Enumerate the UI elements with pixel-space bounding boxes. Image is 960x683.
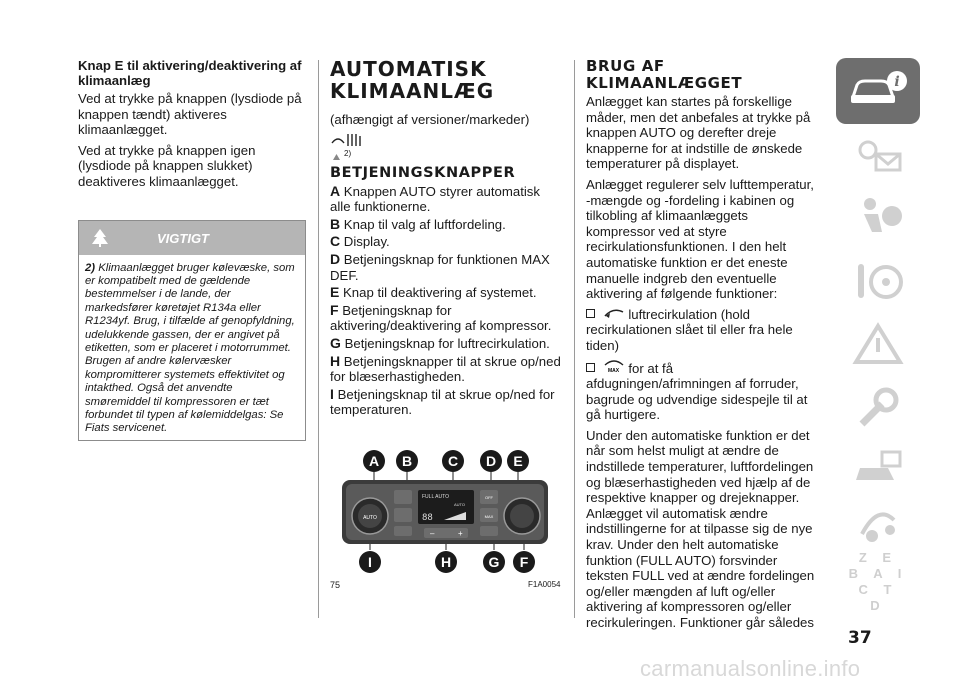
callout-H: H xyxy=(435,551,457,573)
svg-text:+: + xyxy=(458,529,463,538)
svg-text:–: – xyxy=(430,529,435,538)
list-item: H Betjeningsknapper til at skrue op/ned for blæserhastigheden. xyxy=(330,352,561,385)
callout-F: F xyxy=(513,551,535,573)
svg-text:AUTO: AUTO xyxy=(363,515,377,521)
figure-code: F1A0054 xyxy=(528,580,561,589)
warning-text: Klimaanlægget bruger kølevæske, som er kompatibelt med de gældende bestemmelser i de lande, der markedsfører køretøjet R134a eller R1234yf. Brug, i tilfælde af genopfyldning, udelukkende gassen, der er angivet på etiketten, som er placeret i motorrummet. Brugen af andre kølervæsker kompromitterer systemets effektivitet og intakthed. Også det anvendte smøremiddel til kompressoren er tæt forbundet til typen af kølemiddelgas: Se Fiats servicenet. xyxy=(85,261,295,435)
bullet-max-def: MAX for at få afdugningen/afrimningen af forruder, bagrude og udvendige sidespejle til at gå hurtigere. xyxy=(586,360,808,423)
svg-text:88: 88 xyxy=(422,513,433,523)
wrench-icon xyxy=(848,384,908,439)
reference-number: 2) xyxy=(344,148,352,158)
airbag-icon xyxy=(848,192,908,247)
callout-E: E xyxy=(507,450,529,472)
column-divider xyxy=(574,60,575,618)
column-2 xyxy=(330,58,562,420)
sidebar-tab[interactable] xyxy=(836,186,920,252)
climate-panel-figure xyxy=(336,450,554,578)
keys-list xyxy=(330,184,562,418)
sidebar-tab[interactable] xyxy=(836,126,920,192)
bullet-recirculation: luftrecirkulation (hold recirkulationen slået til eller fra hele tiden) xyxy=(586,306,793,353)
hazard-triangle-icon xyxy=(848,320,908,375)
svg-text:MAX: MAX xyxy=(607,367,619,373)
page-number: 37 xyxy=(848,628,872,648)
figure-number: 75 xyxy=(330,580,341,590)
warning-header xyxy=(79,221,305,255)
paragraph: Ved at trykke på knappen igen (lysdiode på knappen slukket) deaktiveres klimaanlægget. xyxy=(78,142,256,189)
checkbox-bullet xyxy=(586,309,595,318)
recirculation-icon xyxy=(603,307,629,322)
steering-wheel-icon xyxy=(848,256,908,311)
callout-B: B xyxy=(396,450,418,472)
svg-text:i: i xyxy=(894,73,900,90)
callout-C: C xyxy=(442,450,464,472)
paragraph: Under den automatiske funktion er det når som helst muligt at ændre de indstillede temperaturer, luftfordelingen og blæserhastigheden ved hjælp af de respektive knapper og drejeknapper. Anlægget vil automatisk ændre indstillingerne for at tilpasse sig de nye krav. Under den helt automatiske funktion (FULL AUTO) forsvinder teksten FULL ved at ændre fordelingen og/eller mængden af luft og/eller aktivering af kompressoren og/eller recirkuleringen. Funktioner går således xyxy=(586,427,815,630)
paragraph: Ved at trykke på knappen (lysdiode på knappen tændt) aktiveres klimaanlægget. xyxy=(78,91,302,138)
list-item: E Knap til deaktivering af systemet. xyxy=(330,284,537,301)
section-heading: Knap E til aktivering/deaktivering af klimaanlæg xyxy=(78,58,302,88)
warning-body xyxy=(79,255,305,440)
list-item: G Betjeningsknap for luftrecirkulation. xyxy=(330,334,550,351)
callout-A: A xyxy=(363,450,385,472)
list-item: I Betjeningsknap til at skrue op/ned for temperaturen. xyxy=(330,385,555,418)
svg-text:AUTO: AUTO xyxy=(454,502,466,507)
car-info-icon xyxy=(847,69,909,114)
climate-ref xyxy=(330,131,562,161)
multimedia-icon xyxy=(848,500,908,555)
warning-tree-icon xyxy=(89,227,111,254)
list-item: D Betjeningsknap for funktionen MAX DEF. xyxy=(330,250,550,283)
callout-G: G xyxy=(483,551,505,573)
list-item: F Betjeningsknap for aktivering/deaktivering af kompressor. xyxy=(330,301,552,334)
warning-box xyxy=(78,220,306,441)
paragraph: Anlægget kan startes på forskellige måder, men det anbefales at trykke på knappen AUTO og derefter dreje knapperne for at indstille de ønskede temperaturer på displayet. xyxy=(586,94,811,172)
sidebar-tab[interactable] xyxy=(836,552,920,612)
callout-I: I xyxy=(359,551,381,573)
callout-D: D xyxy=(480,450,502,472)
column-1 xyxy=(78,58,306,441)
watermark: carmanualsonline.info xyxy=(640,656,861,681)
svg-text:OFF: OFF xyxy=(485,495,493,500)
column-3 xyxy=(586,58,816,636)
list-item: C Display. xyxy=(330,233,390,250)
section-title: BRUG AF KLIMAANLÆGGET xyxy=(586,57,743,92)
sidebar-tab[interactable] xyxy=(836,314,920,380)
paragraph: Anlægget regulerer selv lufttemperatur, -mængde og -fordeling i kabinen og tilkobling af klimaanlæggets kompressor ved at styre recirkulationsfunktionen. I den helt automatiske funktion er det eneste manuelle indgreb den eventuelle aktivering af følgende funktioner: xyxy=(586,176,814,302)
warning-tree-icon xyxy=(332,150,341,168)
svg-text:MAX: MAX xyxy=(484,514,494,519)
warning-label: VIGTIGT xyxy=(157,230,209,246)
svg-text:FULL AUTO: FULL AUTO xyxy=(422,494,449,500)
section-title: BETJENINGSKNAPPER xyxy=(330,164,516,181)
checkbox-bullet xyxy=(586,363,595,372)
list-item: A Knappen AUTO styrer automatisk alle funktionerne. xyxy=(330,182,540,215)
index-letters-icon: Z E B A I C T D xyxy=(848,550,908,613)
subtitle: (afhængigt af versioner/markeder) xyxy=(330,112,530,127)
max-def-icon xyxy=(603,361,629,376)
sidebar-tab-active[interactable] xyxy=(836,58,920,124)
column-divider xyxy=(318,60,319,618)
page-title: AUTOMATISK KLIMAANLÆG xyxy=(330,57,495,103)
warning-number: 2) xyxy=(85,261,96,274)
sidebar-tab[interactable] xyxy=(836,378,920,444)
list-item: B Knap til valg af luftfordeling. xyxy=(330,215,506,232)
sidebar-tab[interactable] xyxy=(836,250,920,316)
warning-lights-icon xyxy=(848,132,908,187)
car-data-icon xyxy=(848,446,908,501)
